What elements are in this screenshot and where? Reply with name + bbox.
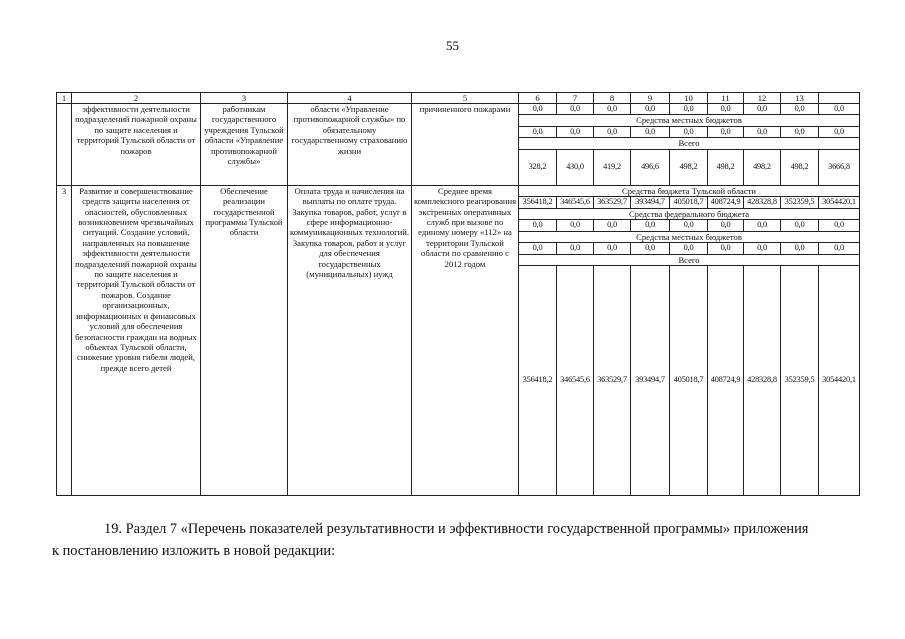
header-cell: 4 [288, 93, 412, 104]
header-cell: 9 [631, 93, 670, 104]
page-number: 55 [446, 38, 459, 53]
value-cell: 0,0 [744, 104, 781, 115]
funding-label: Всего [519, 254, 860, 266]
value-cell: 0,0 [519, 104, 557, 115]
value-cell: 0,0 [708, 126, 744, 137]
value-cell: 0,0 [819, 104, 860, 115]
value-cell: 0,0 [557, 104, 594, 115]
value-cell: 0,0 [519, 220, 557, 231]
value-cell: 0,0 [594, 243, 631, 254]
row-number: 3 [57, 185, 72, 495]
value-cell: 346545,6 [557, 197, 594, 208]
header-cell: 6 [519, 93, 557, 104]
header-cell [819, 93, 860, 104]
value-cell: 0,0 [819, 243, 860, 254]
value-cell: 0,0 [631, 220, 670, 231]
value-cell: 356418,2 [519, 197, 557, 208]
funding-label: Средства местных бюджетов [519, 115, 860, 127]
header-cell: 1 [57, 93, 72, 104]
indicator-text: причиненного пожарами [412, 104, 519, 186]
value-cell: 428328,8 [744, 197, 781, 208]
value-cell: 363529,7 [594, 266, 631, 496]
body-paragraph [52, 518, 854, 562]
executor-text: Обеспечение реализации государственной программы Тульской области [201, 185, 288, 495]
goal-text: Развитие и совершенствование средств защиты населения от опасностей, обусловленных возникновением чрезвычайных ситуаций. Создание условий, направленных на повышение эффективности деятельности подразделений пожарной охраны по защите населения и территорий Тульской области от пожаров. Создание организационных, информационных и финансовых условий для обеспечения безопасности граждан на водных объектах Тульской области, снижение уровня гибели людей, прежде всего детей [72, 185, 201, 495]
header-cell: 7 [557, 93, 594, 104]
value-cell: 0,0 [557, 243, 594, 254]
table-row [57, 104, 860, 115]
value-cell: 0,0 [631, 126, 670, 137]
executor-text: работникам государственного учреждения Тульской области «Управление противопожарной службы» [201, 104, 288, 186]
value-cell: 363529,7 [594, 197, 631, 208]
value-cell: 0,0 [594, 220, 631, 231]
funding-label: Всего [519, 138, 860, 150]
value-cell: 0,0 [670, 220, 708, 231]
funding-label: Средства местных бюджетов [519, 231, 860, 243]
row-number [57, 104, 72, 186]
value-cell: 0,0 [781, 220, 819, 231]
value-cell: 430,0 [557, 149, 594, 185]
value-cell: 496,6 [631, 149, 670, 185]
header-cell: 12 [744, 93, 781, 104]
value-cell: 3666,8 [819, 149, 860, 185]
header-cell: 11 [708, 93, 744, 104]
value-cell: 346545,6 [557, 266, 594, 496]
activity-text: области «Управление противопожарной службы» по обязательному государственному страхованию жизни [288, 104, 412, 186]
value-cell: 0,0 [557, 220, 594, 231]
activity-text: Оплата труда и начисления на выплаты по оплате труда. Закупка товаров, работ, услуг в сфере информационно-коммуникационных технологий. Закупка товаров, работ и услуг для обеспечения государственных (муниципальных) нужд [288, 185, 412, 495]
value-cell: 0,0 [594, 104, 631, 115]
header-cell: 13 [781, 93, 819, 104]
header-cell: 3 [201, 93, 288, 104]
value-cell: 352359,5 [781, 266, 819, 496]
paragraph-line: к постановлению изложить в новой редакции: [52, 543, 336, 559]
indicator-text: Среднее время комплексного реагирования экстренных оперативных служб при вызове по единому номеру «112» на территории Тульской области по сравнению с 2012 годом [412, 185, 519, 495]
header-cell: 2 [72, 93, 201, 104]
value-cell: 0,0 [819, 220, 860, 231]
program-table [56, 92, 860, 496]
value-cell: 0,0 [708, 243, 744, 254]
value-cell: 352359,5 [781, 197, 819, 208]
header-cell: 8 [594, 93, 631, 104]
header-cell: 10 [670, 93, 708, 104]
paragraph-line: 19. Раздел 7 «Перечень показателей результативности и эффективности государственной программы» приложения [104, 521, 809, 537]
value-cell: 0,0 [708, 104, 744, 115]
value-cell: 0,0 [781, 104, 819, 115]
value-cell: 0,0 [781, 126, 819, 137]
table-row [57, 185, 860, 197]
value-cell: 0,0 [744, 126, 781, 137]
value-cell: 3054420,1 [819, 266, 860, 496]
value-cell: 0,0 [744, 220, 781, 231]
value-cell: 0,0 [519, 126, 557, 137]
header-cell: 5 [412, 93, 519, 104]
value-cell: 0,0 [708, 220, 744, 231]
value-cell: 408724,9 [708, 266, 744, 496]
value-cell: 408724,9 [708, 197, 744, 208]
value-cell: 0,0 [519, 243, 557, 254]
funding-label: Средства бюджета Тульской области [519, 185, 860, 197]
value-cell: 393494,7 [631, 197, 670, 208]
value-cell: 0,0 [594, 126, 631, 137]
value-cell: 0,0 [819, 126, 860, 137]
value-cell: 393494,7 [631, 266, 670, 496]
value-cell: 498,2 [670, 149, 708, 185]
goal-text: эффективности деятельности подразделений пожарной охраны по защите населения и территорий Тульской области от пожаров [72, 104, 201, 186]
value-cell: 0,0 [670, 126, 708, 137]
value-cell: 328,2 [519, 149, 557, 185]
value-cell: 0,0 [670, 243, 708, 254]
funding-label: Средства федерального бюджета [519, 208, 860, 220]
value-cell: 498,2 [708, 149, 744, 185]
value-cell: 356418,2 [519, 266, 557, 496]
value-cell: 0,0 [781, 243, 819, 254]
value-cell: 0,0 [670, 104, 708, 115]
value-cell: 498,2 [744, 149, 781, 185]
header-row [57, 93, 860, 104]
value-cell: 419,2 [594, 149, 631, 185]
value-cell: 498,2 [781, 149, 819, 185]
value-cell: 0,0 [631, 104, 670, 115]
value-cell: 0,0 [744, 243, 781, 254]
value-cell: 405018,7 [670, 266, 708, 496]
value-cell: 0,0 [631, 243, 670, 254]
value-cell: 405018,7 [670, 197, 708, 208]
value-cell: 3054420,1 [819, 197, 860, 208]
value-cell: 0,0 [557, 126, 594, 137]
value-cell: 428328,8 [744, 266, 781, 496]
